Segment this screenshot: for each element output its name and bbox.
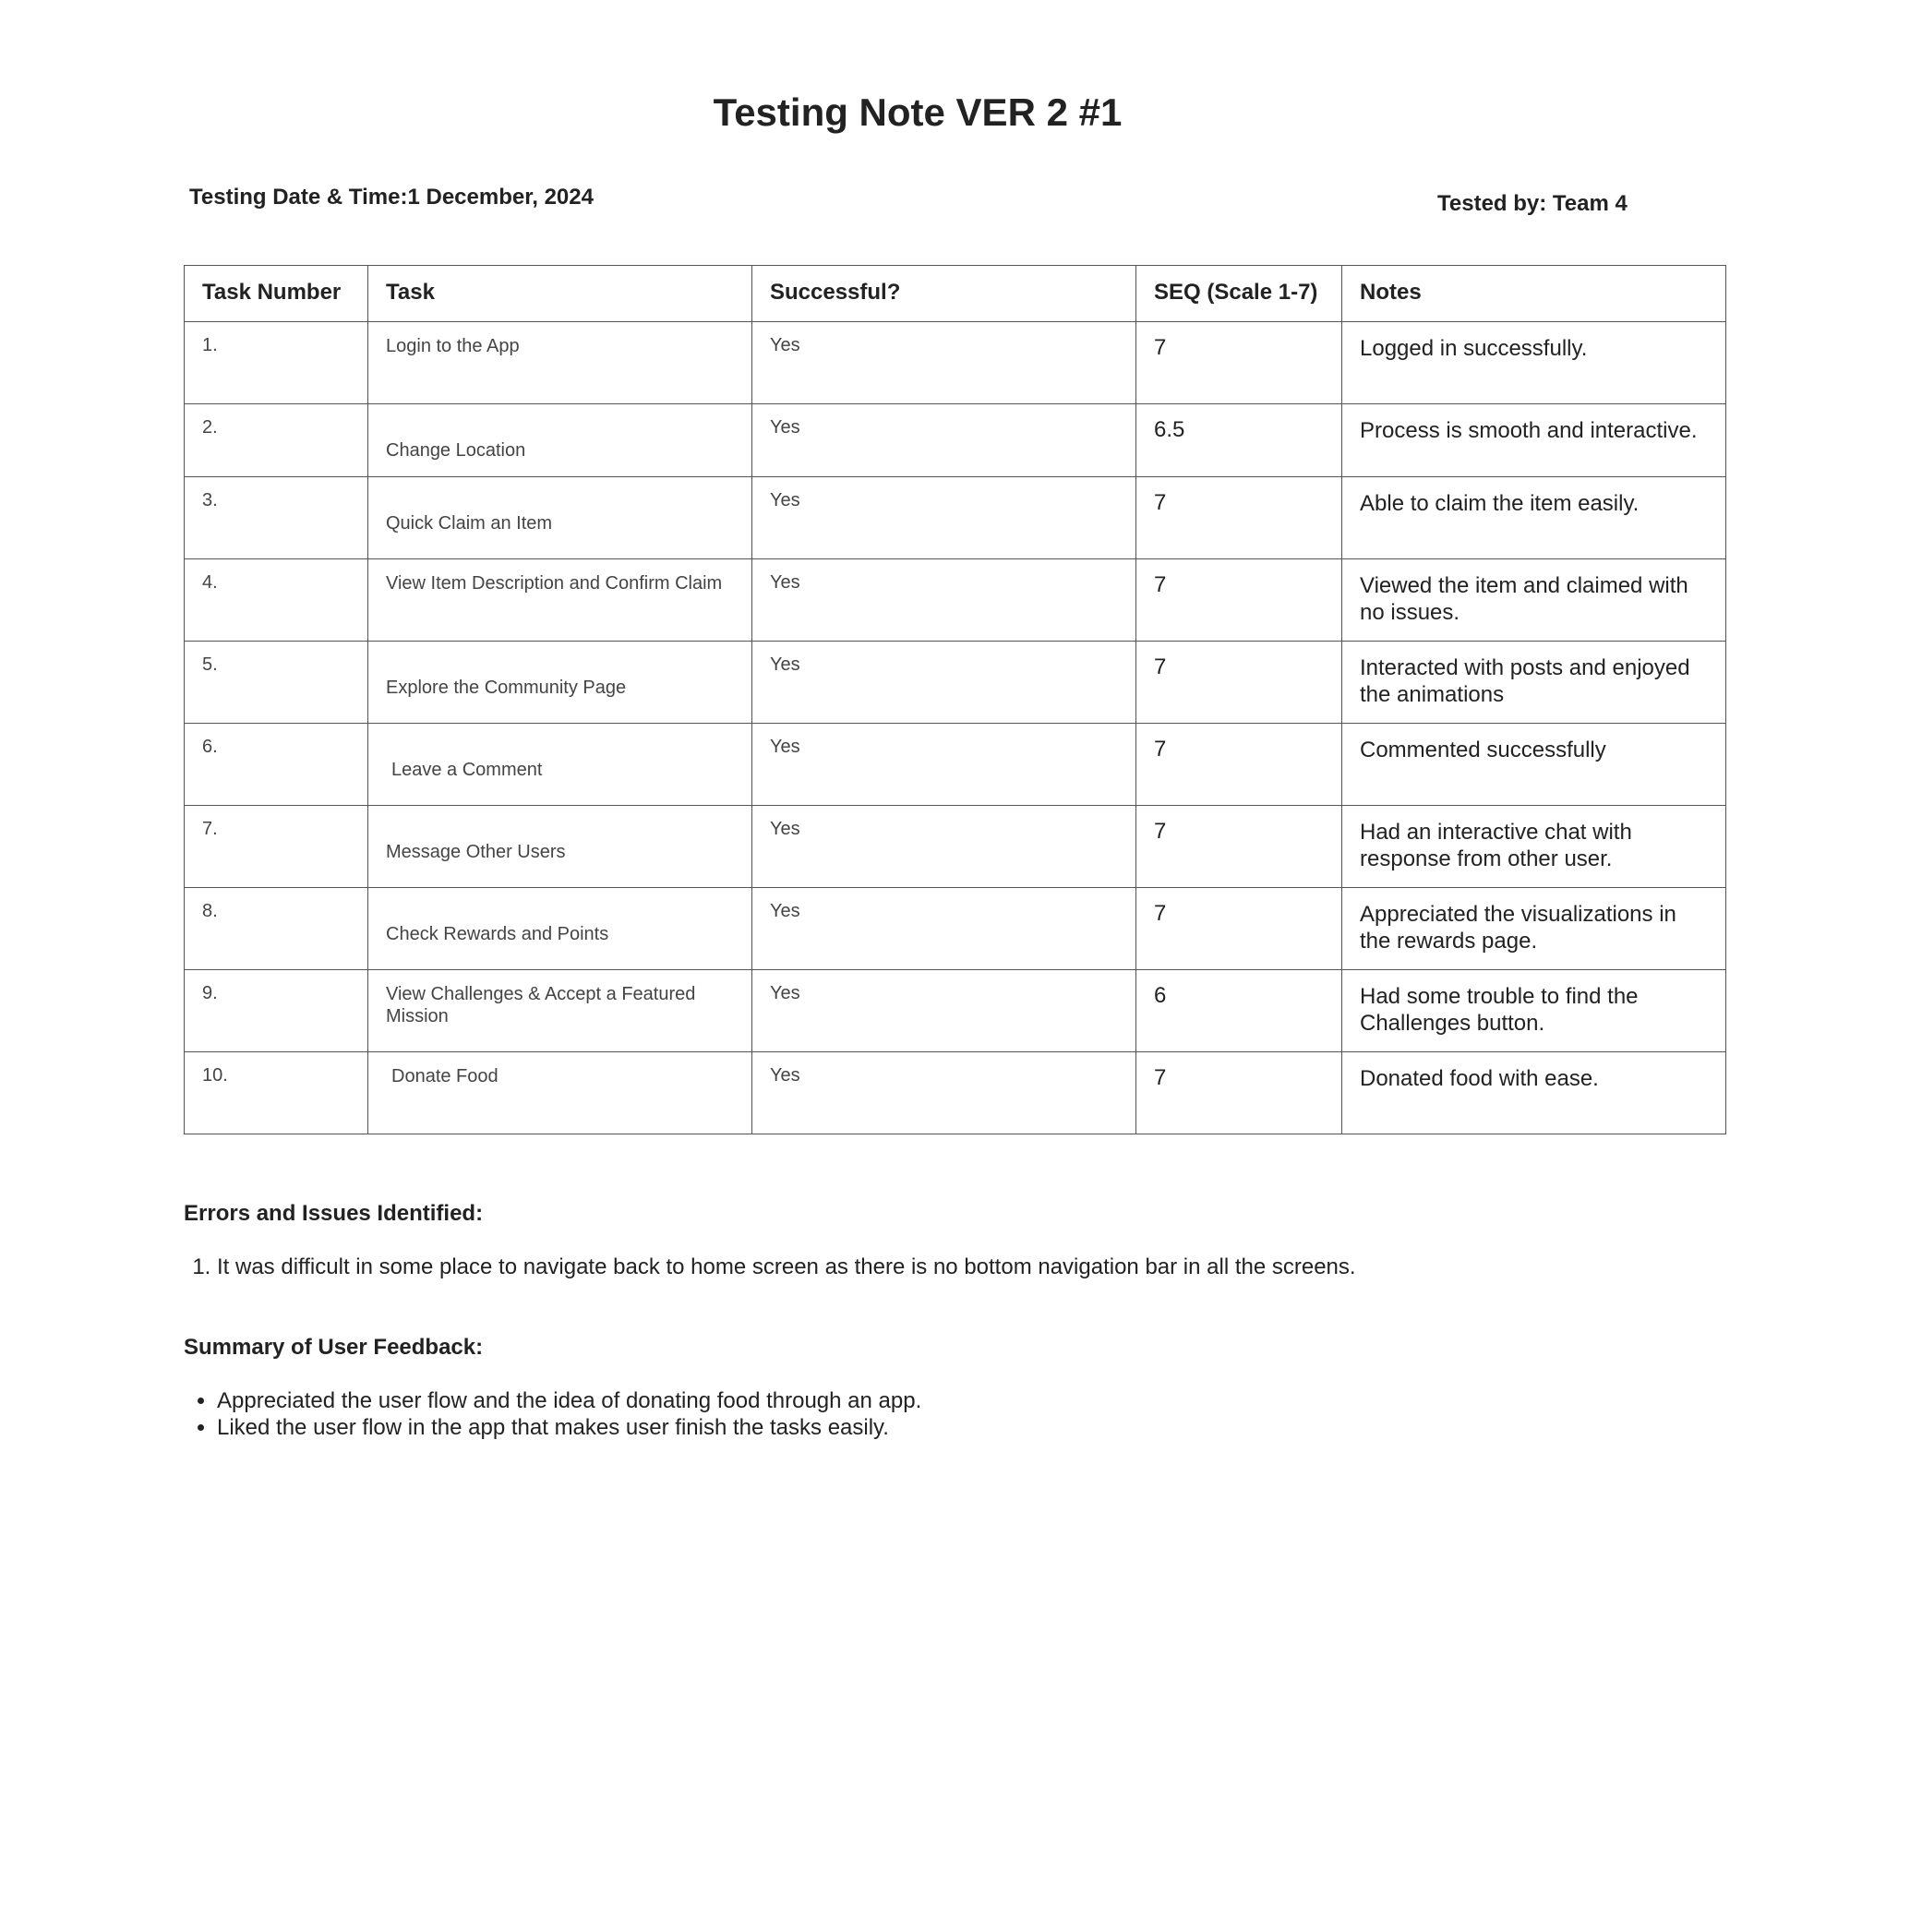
seq-cell: 7 (1136, 642, 1342, 724)
task-text: Message Other Users (386, 842, 566, 862)
task-number-cell: 5. (185, 642, 368, 724)
seq-cell: 7 (1136, 1052, 1342, 1134)
successful-cell: Yes (752, 559, 1136, 642)
notes-cell: Appreciated the visualizations in the rewards page. (1342, 888, 1726, 970)
task-number-cell: 9. (185, 970, 368, 1052)
table-row (185, 404, 1726, 477)
header-task: Task (368, 266, 752, 322)
task-text: View Challenges & Accept a Featured Mission (386, 984, 696, 1026)
task-number-cell: 2. (185, 404, 368, 477)
task-cell (368, 559, 752, 642)
seq-cell: 7 (1136, 322, 1342, 404)
table-row (185, 970, 1726, 1052)
task-number-cell: 3. (185, 477, 368, 559)
task-cell (368, 642, 752, 724)
table-row (185, 477, 1726, 559)
notes-cell: Logged in successfully. (1342, 322, 1726, 404)
successful-cell: Yes (752, 322, 1136, 404)
list-item: • Appreciated the user flow and the idea of donating food through an app. (217, 1387, 921, 1414)
task-cell (368, 322, 752, 404)
successful-cell: Yes (752, 1052, 1136, 1134)
task-cell (368, 806, 752, 888)
page-title: Testing Note VER 2 #1 (713, 90, 1123, 134)
successful-cell: Yes (752, 806, 1136, 888)
task-text: Login to the App (386, 336, 520, 356)
successful-cell: Yes (752, 970, 1136, 1052)
task-text: Check Rewards and Points (386, 924, 609, 944)
header-notes: Notes (1342, 266, 1726, 322)
task-number-cell: 4. (185, 559, 368, 642)
tested-by: Tested by: Team 4 (1437, 191, 1628, 216)
table-row (185, 888, 1726, 970)
header-seq: SEQ (Scale 1-7) (1136, 266, 1342, 322)
notes-cell: Had some trouble to find the Challenges button. (1342, 970, 1726, 1052)
list-item: 1. It was difficult in some place to navigate back to home screen as there is no bottom navigation bar in all the screens. (217, 1254, 1356, 1280)
table-row (185, 559, 1726, 642)
seq-cell: 7 (1136, 559, 1342, 642)
seq-cell: 7 (1136, 806, 1342, 888)
task-number-cell: 6. (185, 724, 368, 806)
notes-cell: Process is smooth and interactive. (1342, 404, 1726, 477)
notes-cell: Commented successfully (1342, 724, 1726, 806)
task-text: Explore the Community Page (386, 678, 627, 698)
successful-cell: Yes (752, 477, 1136, 559)
task-cell (368, 724, 752, 806)
successful-cell: Yes (752, 888, 1136, 970)
seq-cell: 7 (1136, 724, 1342, 806)
errors-heading: Errors and Issues Identified: (184, 1201, 484, 1226)
results-table (184, 265, 1726, 1134)
seq-cell: 7 (1136, 477, 1342, 559)
successful-cell: Yes (752, 724, 1136, 806)
task-text: View Item Description and Confirm Claim (386, 573, 723, 594)
header-task-number: Task Number (185, 266, 368, 322)
table-row (185, 724, 1726, 806)
table-row (185, 322, 1726, 404)
notes-cell: Interacted with posts and enjoyed the animations (1342, 642, 1726, 724)
feedback-heading: Summary of User Feedback: (184, 1335, 484, 1360)
table-row (185, 806, 1726, 888)
seq-cell: 7 (1136, 888, 1342, 970)
feedback-list (184, 1387, 921, 1441)
testing-date: Testing Date & Time:1 December, 2024 (189, 185, 594, 210)
task-cell (368, 970, 752, 1052)
task-number-cell: 8. (185, 888, 368, 970)
list-item: • Liked the user flow in the app that makes user finish the tasks easily. (217, 1414, 921, 1441)
task-cell (368, 888, 752, 970)
errors-list (184, 1254, 1356, 1280)
task-number-cell: 10. (185, 1052, 368, 1134)
header-successful: Successful? (752, 266, 1136, 322)
notes-cell: Donated food with ease. (1342, 1052, 1726, 1134)
task-text: Quick Claim an Item (386, 513, 553, 534)
task-number-cell: 1. (185, 322, 368, 404)
notes-cell: Able to claim the item easily. (1342, 477, 1726, 559)
table-row (185, 642, 1726, 724)
task-text: Donate Food (391, 1066, 499, 1086)
notes-cell: Viewed the item and claimed with no issues. (1342, 559, 1726, 642)
task-text: Change Location (386, 440, 526, 461)
notes-cell: Had an interactive chat with response from other user. (1342, 806, 1726, 888)
task-text: Leave a Comment (391, 760, 543, 780)
task-number-cell: 7. (185, 806, 368, 888)
task-cell (368, 477, 752, 559)
seq-cell: 6 (1136, 970, 1342, 1052)
successful-cell: Yes (752, 642, 1136, 724)
seq-cell: 6.5 (1136, 404, 1342, 477)
task-cell (368, 1052, 752, 1134)
successful-cell: Yes (752, 404, 1136, 477)
table-row (185, 1052, 1726, 1134)
task-cell (368, 404, 752, 477)
table-header-row (185, 266, 1726, 322)
